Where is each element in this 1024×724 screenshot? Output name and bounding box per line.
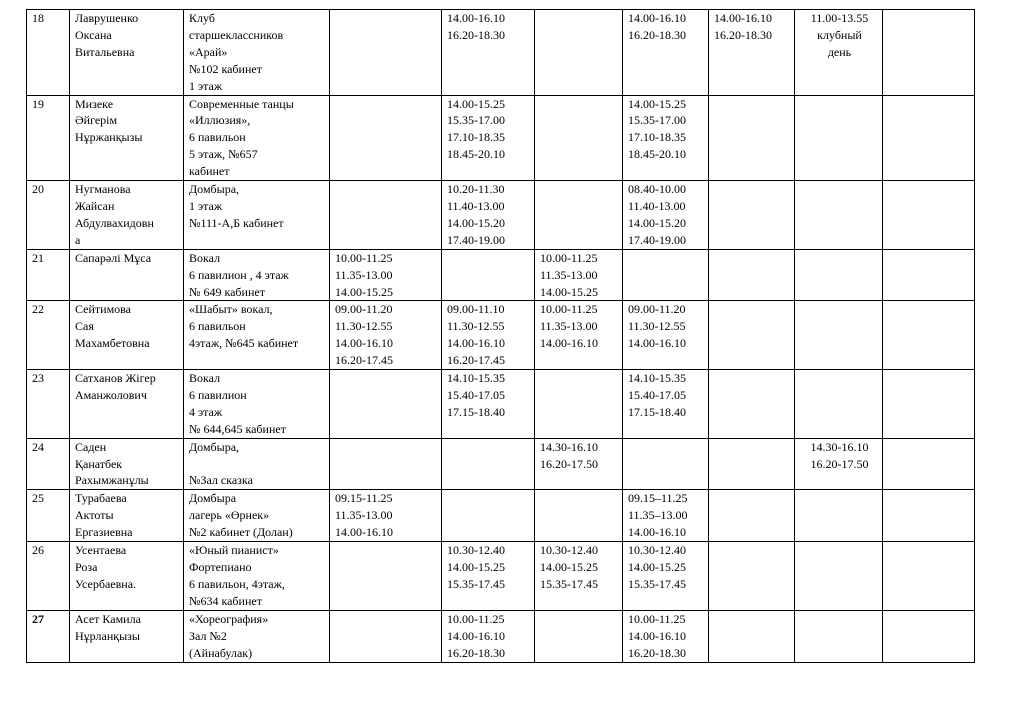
sunday-times: [883, 438, 975, 490]
wednesday-times: 10.00-11.25 11.35-13.00 14.00-15.25: [535, 249, 623, 301]
wednesday-times: [535, 490, 623, 542]
club-info: Вокал 6 павилион , 4 этаж № 649 кабинет: [184, 249, 330, 301]
monday-times: [330, 370, 442, 439]
thursday-times: 14.10-15.35 15.40-17.05 17.15-18.40: [623, 370, 709, 439]
wednesday-times: [535, 610, 623, 662]
sunday-times: [883, 542, 975, 611]
teacher-name: Асет Камила Нұрланқызы: [70, 610, 184, 662]
wednesday-times: [535, 95, 623, 181]
thursday-times: 10.30-12.40 14.00-15.25 15.35-17.45: [623, 542, 709, 611]
monday-times: 09.15-11.25 11.35-13.00 14.00-16.10: [330, 490, 442, 542]
schedule-table: [26, 9, 975, 663]
saturday-times: [795, 370, 883, 439]
wednesday-times: [535, 370, 623, 439]
sunday-times: [883, 301, 975, 370]
thursday-times: 10.00-11.25 14.00-16.10 16.20-18.30: [623, 610, 709, 662]
saturday-times: [795, 301, 883, 370]
friday-times: [709, 610, 795, 662]
monday-times: [330, 181, 442, 250]
club-info: Современные танцы «Иллюзия», 6 павильон 5 этаж, №657 кабинет: [184, 95, 330, 181]
wednesday-times: [535, 181, 623, 250]
thursday-times: 14.00-16.10 16.20-18.30: [623, 10, 709, 96]
wednesday-times: 14.30-16.10 16.20-17.50: [535, 438, 623, 490]
wednesday-times: 10.30-12.40 14.00-15.25 15.35-17.45: [535, 542, 623, 611]
sunday-times: [883, 10, 975, 96]
sunday-times: [883, 610, 975, 662]
club-info: Домбыра, 1 этаж №111-А,Б кабинет: [184, 181, 330, 250]
thursday-times: 09.15–11.25 11.35–13.00 14.00-16.10: [623, 490, 709, 542]
teacher-name: Усентаева Роза Усербаевна.: [70, 542, 184, 611]
sunday-times: [883, 370, 975, 439]
sunday-times: [883, 95, 975, 181]
table-row: [27, 490, 975, 542]
row-number: 26: [27, 542, 70, 611]
thursday-times: [623, 438, 709, 490]
saturday-times: 14.30-16.10 16.20-17.50: [795, 438, 883, 490]
saturday-times: [795, 490, 883, 542]
row-number: 24: [27, 438, 70, 490]
tuesday-times: 10.20-11.30 11.40-13.00 14.00-15.20 17.40-19.00: [442, 181, 535, 250]
club-info: Вокал 6 павилион 4 этаж № 644,645 кабинет: [184, 370, 330, 439]
monday-times: [330, 610, 442, 662]
friday-times: [709, 301, 795, 370]
friday-times: [709, 181, 795, 250]
table-row: [27, 95, 975, 181]
teacher-name: Мизеке Әйгерім Нұржанқызы: [70, 95, 184, 181]
friday-times: [709, 542, 795, 611]
tuesday-times: 10.30-12.40 14.00-15.25 15.35-17.45: [442, 542, 535, 611]
tuesday-times: 09.00-11.10 11.30-12.55 14.00-16.10 16.20-17.45: [442, 301, 535, 370]
row-number: 18: [27, 10, 70, 96]
teacher-name: Саден Қанатбек Рахымжанұлы: [70, 438, 184, 490]
tuesday-times: 14.00-15.25 15.35-17.00 17.10-18.35 18.45-20.10: [442, 95, 535, 181]
club-info: Домбыра лагерь «Өрнек» №2 кабинет (Долан): [184, 490, 330, 542]
saturday-times: [795, 249, 883, 301]
row-number: 23: [27, 370, 70, 439]
saturday-times: [795, 95, 883, 181]
teacher-name: Турабаева Актоты Ергазиевна: [70, 490, 184, 542]
tuesday-times: 14.00-16.10 16.20-18.30: [442, 10, 535, 96]
club-info: Домбыра, №Зал сказка: [184, 438, 330, 490]
club-info: «Хореография» Зал №2 (Айнабулак): [184, 610, 330, 662]
teacher-name: Сейтимова Сая Махамбетовна: [70, 301, 184, 370]
teacher-name: Лаврушенко Оксана Витальевна: [70, 10, 184, 96]
club-info: Клуб старшеклассников «Арай» №102 кабинет 1 этаж: [184, 10, 330, 96]
tuesday-times: 14.10-15.35 15.40-17.05 17.15-18.40: [442, 370, 535, 439]
tuesday-times: [442, 438, 535, 490]
monday-times: [330, 95, 442, 181]
saturday-times: [795, 542, 883, 611]
table-row: [27, 301, 975, 370]
row-number: 19: [27, 95, 70, 181]
friday-times: [709, 249, 795, 301]
wednesday-times: [535, 10, 623, 96]
row-number: 21: [27, 249, 70, 301]
saturday-times: 11.00-13.55 клубный день: [795, 10, 883, 96]
friday-times: [709, 95, 795, 181]
monday-times: [330, 438, 442, 490]
wednesday-times: 10.00-11.25 11.35-13.00 14.00-16.10: [535, 301, 623, 370]
thursday-times: 08.40-10.00 11.40-13.00 14.00-15.20 17.40-19.00: [623, 181, 709, 250]
teacher-name: Сапарәлі Мұса: [70, 249, 184, 301]
friday-times: [709, 438, 795, 490]
saturday-times: [795, 610, 883, 662]
monday-times: [330, 542, 442, 611]
row-number: 25: [27, 490, 70, 542]
sunday-times: [883, 181, 975, 250]
table-row: [27, 610, 975, 662]
tuesday-times: [442, 490, 535, 542]
table-row: [27, 542, 975, 611]
teacher-name: Сатханов Жігер Аманжолович: [70, 370, 184, 439]
club-info: «Юный пианист» Фортепиано 6 павильон, 4этаж, №634 кабинет: [184, 542, 330, 611]
club-info: «Шабыт» вокал, 6 павильон 4этаж, №645 кабинет: [184, 301, 330, 370]
table-row: [27, 10, 975, 96]
row-number: 20: [27, 181, 70, 250]
sunday-times: [883, 490, 975, 542]
thursday-times: [623, 249, 709, 301]
monday-times: [330, 10, 442, 96]
tuesday-times: [442, 249, 535, 301]
table-row: [27, 370, 975, 439]
saturday-times: [795, 181, 883, 250]
thursday-times: 09.00-11.20 11.30-12.55 14.00-16.10: [623, 301, 709, 370]
row-number: 22: [27, 301, 70, 370]
friday-times: [709, 370, 795, 439]
sunday-times: [883, 249, 975, 301]
friday-times: 14.00-16.10 16.20-18.30: [709, 10, 795, 96]
monday-times: 10.00-11.25 11.35-13.00 14.00-15.25: [330, 249, 442, 301]
row-number: 27: [27, 610, 70, 662]
schedule-body: [27, 10, 975, 663]
table-row: [27, 249, 975, 301]
teacher-name: Нугманова Жайсан Абдулвахидовн а: [70, 181, 184, 250]
friday-times: [709, 490, 795, 542]
thursday-times: 14.00-15.25 15.35-17.00 17.10-18.35 18.45-20.10: [623, 95, 709, 181]
table-row: [27, 438, 975, 490]
monday-times: 09.00-11.20 11.30-12.55 14.00-16.10 16.20-17.45: [330, 301, 442, 370]
tuesday-times: 10.00-11.25 14.00-16.10 16.20-18.30: [442, 610, 535, 662]
table-row: [27, 181, 975, 250]
